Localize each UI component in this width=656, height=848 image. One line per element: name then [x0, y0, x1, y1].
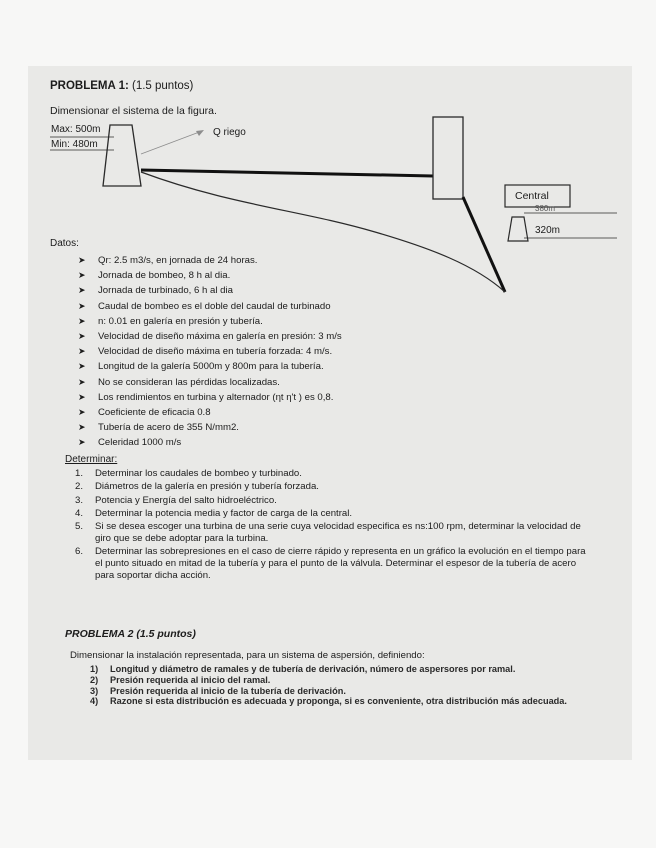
problem2-title: PROBLEMA 2 (1.5 puntos): [65, 628, 196, 640]
max-level-label: Max: 500m: [51, 124, 101, 135]
problem2-item-text: Razone si esta distribución es adecuada y proponga, si es conveniente, otra distribución más adecuada.: [110, 696, 567, 707]
task-item: [75, 521, 595, 545]
problem2-item: [90, 696, 590, 707]
dato-item: ➤ Longitud de la galería 5000m y 800m para la tubería.: [78, 359, 408, 374]
upper-reservoir: [103, 125, 141, 186]
problem2-intro: Dimensionar la instalación representada, para un sistema de aspersión, definiendo:: [70, 650, 425, 661]
problem2-item-number: 4): [90, 696, 99, 707]
level-320-label: 320m: [535, 225, 561, 236]
lower-reservoir: [508, 217, 528, 241]
penstock: [463, 197, 505, 292]
dato-item: ➤ Velocidad de diseño máxima en galería en presión: 3 m/s: [78, 329, 408, 344]
pressure-gallery: [141, 170, 433, 176]
problem2-item-text: Presión requerida al inicio del ramal.: [110, 674, 271, 685]
problem1-title-bold: PROBLEMA 1:: [50, 80, 129, 92]
problem1-title: [50, 80, 193, 92]
problem2-item: [90, 664, 590, 675]
surge-chamber: [433, 117, 463, 199]
dato-item: ➤ No se consideran las pérdidas localizadas.: [78, 375, 408, 390]
problem2-item: [90, 686, 590, 697]
problem2-list: [90, 664, 590, 707]
task-number: 6.: [75, 546, 84, 558]
task-number: 3.: [75, 494, 84, 506]
dato-item: ➤ Celeridad 1000 m/s: [78, 435, 408, 450]
riego-label: Q riego: [213, 127, 246, 138]
task-number: 1.: [75, 468, 84, 479]
task-item: [75, 481, 595, 493]
problem2-item-text: Longitud y diámetro de ramales y de tubería de derivación, número de aspersores por ramal.: [110, 664, 516, 674]
dato-item: ➤ Jornada de turbinado, 6 h al dia: [78, 283, 408, 298]
task-item: [75, 468, 595, 480]
problem1-instruction: Dimensionar el sistema de la figura.: [50, 105, 217, 117]
task-number: 5.: [75, 521, 84, 533]
dato-item: ➤ Los rendimientos en turbina y alternador (ηt η't ) es 0,8.: [78, 390, 408, 405]
dato-item: ➤ Jornada de bombeo, 8 h al dia.: [78, 268, 408, 283]
task-text: Potencia y Energía del salto hidroeléctrico.: [95, 494, 277, 506]
problem1-title-points: (1.5 puntos): [128, 80, 194, 92]
task-text: Determinar la potencia media y factor de carga de la central.: [95, 507, 353, 519]
task-text: Si se desea escoger una turbina de una serie cuya velocidad especifica es ns:100 rpm, determinar la velocidad de giro que se debe adoptar para la turbina.: [95, 521, 581, 544]
problem2-item-number: 3): [90, 685, 99, 696]
datos-list: [78, 253, 408, 451]
problem2-item: [90, 675, 590, 686]
dato-item: ➤ Tubería de acero de 355 N/mm2.: [78, 420, 408, 435]
problem2-item-number: 1): [90, 664, 99, 674]
task-number: 4.: [75, 507, 84, 519]
task-text: Determinar las sobrepresiones en el caso de cierre rápido y representa en un gráfico la evolución en el tiempo para el punto situado en mitad de la tubería y para el punto de la válvula. Determinar el espesor de la tubería de acero para soportar dicha acción.: [95, 546, 586, 581]
problem2-item-number: 2): [90, 674, 99, 685]
riego-arrow: [141, 131, 202, 154]
task-item: [75, 546, 595, 581]
dato-item: ➤ Caudal de bombeo es el doble del caudal de turbinado: [78, 299, 408, 314]
dato-item: ➤ Coeficiente de eficacia 0.8: [78, 405, 408, 420]
task-text: Diámetros de la galería en presión y tubería forzada.: [95, 481, 319, 493]
dato-item: ➤ Velocidad de diseño máxima en tubería forzada: 4 m/s.: [78, 344, 408, 359]
task-item: [75, 495, 595, 507]
tasks-list: [75, 468, 595, 583]
task-text: Determinar los caudales de bombeo y turbinado.: [95, 468, 302, 479]
level-380-label: 380m: [535, 204, 556, 213]
central-label: Central: [515, 190, 549, 202]
dato-item: ➤ n: 0.01 en galería en presión y tubería.: [78, 314, 408, 329]
datos-label: Datos:: [50, 238, 79, 249]
determinar-label: Determinar:: [65, 454, 118, 465]
task-item: [75, 508, 595, 520]
task-number: 2.: [75, 481, 84, 493]
dato-item: ➤ Qr: 2.5 m3/s, en jornada de 24 horas.: [78, 253, 408, 268]
min-level-label: Min: 480m: [51, 139, 98, 150]
problem2-item-text: Presión requerida al inicio de la tubería de derivación.: [110, 685, 346, 696]
